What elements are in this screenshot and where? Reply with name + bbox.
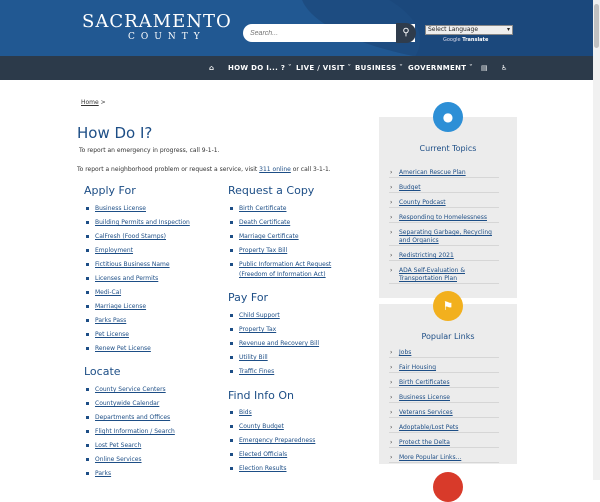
request-copy-list	[229, 204, 347, 278]
list-item-link[interactable]: › Fair Housing	[389, 364, 499, 373]
311-online-link[interactable]: 311 online	[259, 166, 291, 173]
list-item-link[interactable]: Public Information Act Request (Freedom of Information Act)	[229, 260, 347, 274]
alert-icon	[433, 472, 463, 502]
list-item-link[interactable]: Flight Information / Search	[85, 427, 175, 441]
google-label: Google	[443, 37, 461, 43]
list-item-link[interactable]: CalFresh (Food Stamps)	[85, 232, 190, 246]
logo-line-1: SACRAMENTO	[82, 11, 232, 32]
apply-for-heading: Apply For	[84, 184, 136, 197]
site-header	[0, 0, 600, 56]
request-copy-heading: Request a Copy	[228, 184, 315, 197]
list-item-link[interactable]: Election Results	[229, 464, 315, 478]
chevron-down-icon: ▾	[506, 26, 510, 33]
list-item-link[interactable]: Employment	[85, 246, 190, 260]
list-item-link[interactable]: Pet License	[85, 330, 190, 344]
list-item-link[interactable]: › Business License	[389, 394, 499, 403]
pay-for-list	[229, 311, 319, 381]
help-icon: ?	[280, 64, 286, 72]
list-item-link[interactable]: Property Tax	[229, 325, 319, 339]
scrollbar-thumb[interactable]	[594, 4, 599, 48]
list-item-link[interactable]: › American Rescue Plan	[389, 169, 499, 178]
list-item-link[interactable]: Property Tax Bill	[229, 246, 347, 260]
search-input[interactable]	[243, 24, 415, 42]
breadcrumb-home-link[interactable]: Home	[81, 99, 99, 106]
search-button[interactable]	[396, 23, 416, 43]
list-item-link[interactable]: County Budget	[229, 422, 315, 436]
list-item-link[interactable]: Lost Pet Search	[85, 441, 175, 455]
search-icon: ⚲	[402, 27, 410, 38]
logo-line-2: COUNTY	[128, 32, 206, 42]
list-item-link[interactable]: Marriage License	[85, 302, 190, 316]
list-item-link[interactable]: › Jobs	[389, 349, 499, 358]
county-logo[interactable]	[82, 13, 232, 43]
list-item-link[interactable]: › ADA Self-Evaluation & Transportation Plan	[389, 267, 499, 284]
list-item-link[interactable]: › County Podcast	[389, 199, 499, 208]
list-item-link[interactable]: Countywide Calendar	[85, 399, 175, 413]
popular-links-title: Popular Links	[421, 332, 475, 341]
translate-label: Translate	[462, 37, 489, 43]
breadcrumb	[81, 99, 106, 106]
nav-label: LIVE / VISIT	[296, 64, 345, 72]
list-item-link[interactable]: Utility Bill	[229, 353, 319, 367]
list-item-link[interactable]: Fictitious Business Name	[85, 260, 190, 274]
page-title: How Do I?	[77, 124, 153, 142]
nav-item-government[interactable]	[408, 64, 473, 72]
list-item-link[interactable]: County Service Centers	[85, 385, 175, 399]
flag-icon: ⚑	[433, 291, 463, 321]
note-text: or call 3-1-1.	[290, 166, 331, 173]
chat-bubble-icon: ●	[433, 102, 463, 132]
list-item-link[interactable]: Marriage Certificate	[229, 232, 347, 246]
chevron-down-icon: ˇ	[347, 64, 352, 72]
find-info-list	[229, 408, 315, 478]
list-item-link[interactable]: Death Certificate	[229, 218, 347, 232]
main-nav	[0, 56, 600, 80]
nav-label: HOW DO I...	[228, 64, 279, 72]
nav-item-how-do-i[interactable]	[228, 64, 292, 72]
popular-links-list	[389, 349, 499, 469]
list-item-link[interactable]: Departments and Offices	[85, 413, 175, 427]
home-icon[interactable]: ⌂	[209, 64, 215, 72]
neighborhood-note	[77, 166, 331, 173]
list-item-link[interactable]: › Birth Certificates	[389, 379, 499, 388]
breadcrumb-separator: >	[100, 99, 106, 106]
list-item-link[interactable]: Child Support	[229, 311, 319, 325]
list-item-link[interactable]: Parks Pass	[85, 316, 190, 330]
list-item-link[interactable]: Traffic Fines	[229, 367, 319, 381]
apply-for-list	[85, 204, 190, 358]
list-item-link[interactable]: Medi-Cal	[85, 288, 190, 302]
list-item-link[interactable]: › Budget	[389, 184, 499, 193]
chevron-down-icon: ˇ	[469, 64, 473, 72]
list-item-link[interactable]: Birth Certificate	[229, 204, 347, 218]
language-select[interactable]	[425, 25, 513, 35]
current-topics-title: Current Topics	[419, 144, 477, 153]
locate-heading: Locate	[84, 365, 121, 378]
list-item-link[interactable]: Bids	[229, 408, 315, 422]
list-item-link[interactable]: Parks	[85, 469, 175, 483]
list-item-link[interactable]: Licenses and Permits	[85, 274, 190, 288]
list-item-link[interactable]: › Veterans Services	[389, 409, 499, 418]
list-item-link[interactable]: Emergency Preparedness	[229, 436, 315, 450]
nav-label: BUSINESS	[355, 64, 397, 72]
list-item-link[interactable]: › Separating Garbage, Recycling and Organics	[389, 229, 499, 246]
list-item-link[interactable]: Elected Officials	[229, 450, 315, 464]
list-item-link[interactable]: › Responding to Homelessness	[389, 214, 499, 223]
accessibility-icon[interactable]: ♿	[501, 64, 508, 72]
list-item-link[interactable]: Business License	[85, 204, 190, 218]
chevron-down-icon: ˇ	[399, 64, 404, 72]
document-icon[interactable]: ▤	[481, 64, 488, 72]
note-text: To report a neighborhood problem or request a service, visit	[77, 166, 260, 173]
nav-item-live-visit[interactable]	[296, 64, 351, 72]
nav-label: GOVERNMENT	[408, 64, 467, 72]
current-topics-list	[389, 169, 499, 290]
list-item-link[interactable]: › More Popular Links...	[389, 454, 499, 463]
language-select-value: Select Language	[428, 26, 479, 33]
google-translate-credit	[443, 37, 488, 43]
list-item-link[interactable]: Renew Pet License	[85, 344, 190, 358]
pay-for-heading: Pay For	[228, 291, 269, 304]
list-item-link[interactable]: Building Permits and Inspection	[85, 218, 190, 232]
find-info-heading: Find Info On	[228, 389, 294, 402]
list-item-link[interactable]: Online Services	[85, 455, 175, 469]
list-item-link[interactable]: › Adoptable/Lost Pets	[389, 424, 499, 433]
page-scrollbar[interactable]	[593, 0, 600, 480]
locate-list	[85, 385, 175, 483]
list-item-link[interactable]: › Protect the Delta	[389, 439, 499, 448]
nav-item-business[interactable]	[355, 64, 403, 72]
chevron-down-icon: ˇ	[287, 64, 292, 72]
emergency-note: To report an emergency in progress, call 9-1-1.	[79, 147, 220, 154]
list-item-link[interactable]: › Redistricting 2021	[389, 252, 499, 261]
list-item-link[interactable]: Revenue and Recovery Bill	[229, 339, 319, 353]
